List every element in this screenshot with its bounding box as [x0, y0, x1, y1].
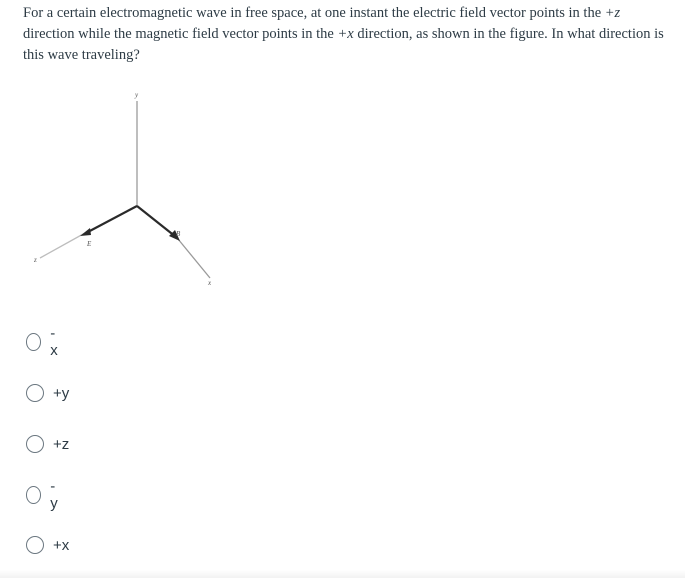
question-part-3: direction, as shown in the figure. In what direction is this wave traveling? — [23, 26, 664, 63]
answer-label: +x — [53, 536, 70, 554]
answer-option-plus-z[interactable] — [26, 432, 69, 456]
radio-button[interactable] — [26, 384, 44, 402]
question-part-1: For a certain electromagnetic wave in free space, at one instant the electric field vector points in the — [23, 5, 605, 21]
answer-option-plus-y[interactable] — [26, 381, 69, 405]
x-axis-label: x — [208, 279, 212, 287]
e-field-label: E — [87, 240, 92, 248]
x-axis-line — [178, 239, 210, 278]
answer-label: -x — [50, 325, 58, 359]
y-axis-label: y — [135, 91, 139, 99]
b-field-label: B — [176, 230, 181, 238]
em-wave-figure — [30, 85, 230, 295]
radio-button[interactable] — [26, 333, 41, 351]
question-text — [23, 3, 673, 66]
answer-option-minus-y[interactable] — [26, 478, 61, 512]
question-part-2: direction while the magnetic field vector points in the — [23, 26, 338, 42]
bottom-edge-shadow — [0, 570, 685, 578]
radio-button[interactable] — [26, 536, 44, 554]
b-field-vector — [137, 206, 176, 237]
z-axis-line — [40, 233, 85, 258]
axes-diagram — [30, 85, 230, 295]
radio-button[interactable] — [26, 486, 41, 504]
question-z-direction: +z — [604, 5, 621, 21]
answer-label: +z — [53, 435, 70, 453]
answer-option-minus-x[interactable] — [26, 325, 61, 359]
answer-label: -y — [50, 478, 58, 512]
answer-label: +y — [53, 384, 70, 402]
answer-option-plus-x[interactable] — [26, 533, 69, 557]
z-axis-label: z — [34, 256, 37, 264]
e-field-arrowhead — [80, 228, 91, 236]
radio-button[interactable] — [26, 435, 44, 453]
question-x-direction: +x — [337, 26, 354, 42]
e-field-vector — [86, 206, 137, 233]
